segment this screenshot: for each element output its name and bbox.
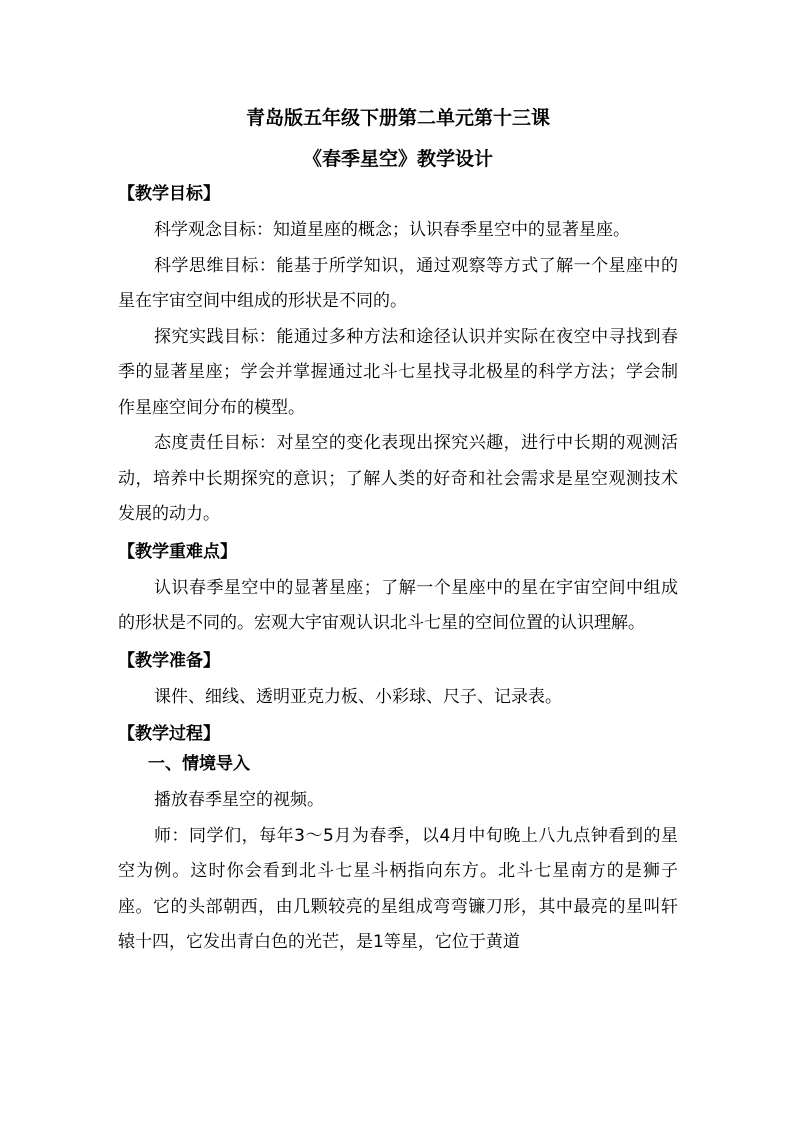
section-heading-key-points: 【教学重难点】 bbox=[118, 541, 237, 562]
document-title-line2: 《春季星空》教学设计 bbox=[302, 148, 493, 170]
preparation-text: 课件、细线、透明亚克力板、小彩球、尺子、记录表。 bbox=[154, 686, 562, 707]
document-title-line1: 青岛版五年级下册第二单元第十三课 bbox=[245, 107, 550, 129]
objective-science-concept: 科学观念目标：知道星座的概念；认识春季星空中的显著星座。 bbox=[154, 220, 630, 240]
process-sub-heading: 一、情境导入 bbox=[148, 754, 250, 774]
document-page bbox=[118, 100, 678, 961]
objective-inquiry-practice: 探究实践目标：能通过多种方法和途径认识并实际在夜空中寻找到春季的显著星座；学会并掌握通过北斗七星找寻北极星的科学方法；学会制作星座空间分布的模型。 bbox=[118, 326, 678, 418]
objective-science-thinking: 科学思维目标：能基于所学知识，通过观察等方式了解一个星座中的星在宇宙空间中组成的形状是不同的。 bbox=[118, 255, 678, 311]
process-paragraph-1: 播放春季星空的视频。 bbox=[154, 790, 324, 810]
section-heading-preparation: 【教学准备】 bbox=[118, 650, 220, 671]
key-points-text: 认识春季星空中的显著星座；了解一个星座中的星在宇宙空间中组成的形状是不同的。宏观大宇宙观认识北斗七星的空间位置的认识理解。 bbox=[118, 577, 678, 633]
section-heading-process: 【教学过程】 bbox=[118, 724, 220, 744]
section-heading-objectives: 【教学目标】 bbox=[118, 184, 220, 204]
process-paragraph-2: 师：同学们，每年3～5月为春季，以4月中旬晚上八九点钟看到的星空为例。这时你会看到北斗七星斗柄指向东方。北斗七星南方的是狮子座。它的头部朝西，由几颗较亮的星组成弯弯镰刀形，其中最亮的星叫轩辕十四，它发出青白色的光芒，是1等星，它位于黄道 bbox=[118, 825, 678, 952]
objective-attitude-responsibility: 态度责任目标：对星空的变化表现出探究兴趣，进行中长期的观测活动，培养中长期探究的意识；了解人类的好奇和社会需求是星空观测技术发展的动力。 bbox=[118, 433, 678, 524]
